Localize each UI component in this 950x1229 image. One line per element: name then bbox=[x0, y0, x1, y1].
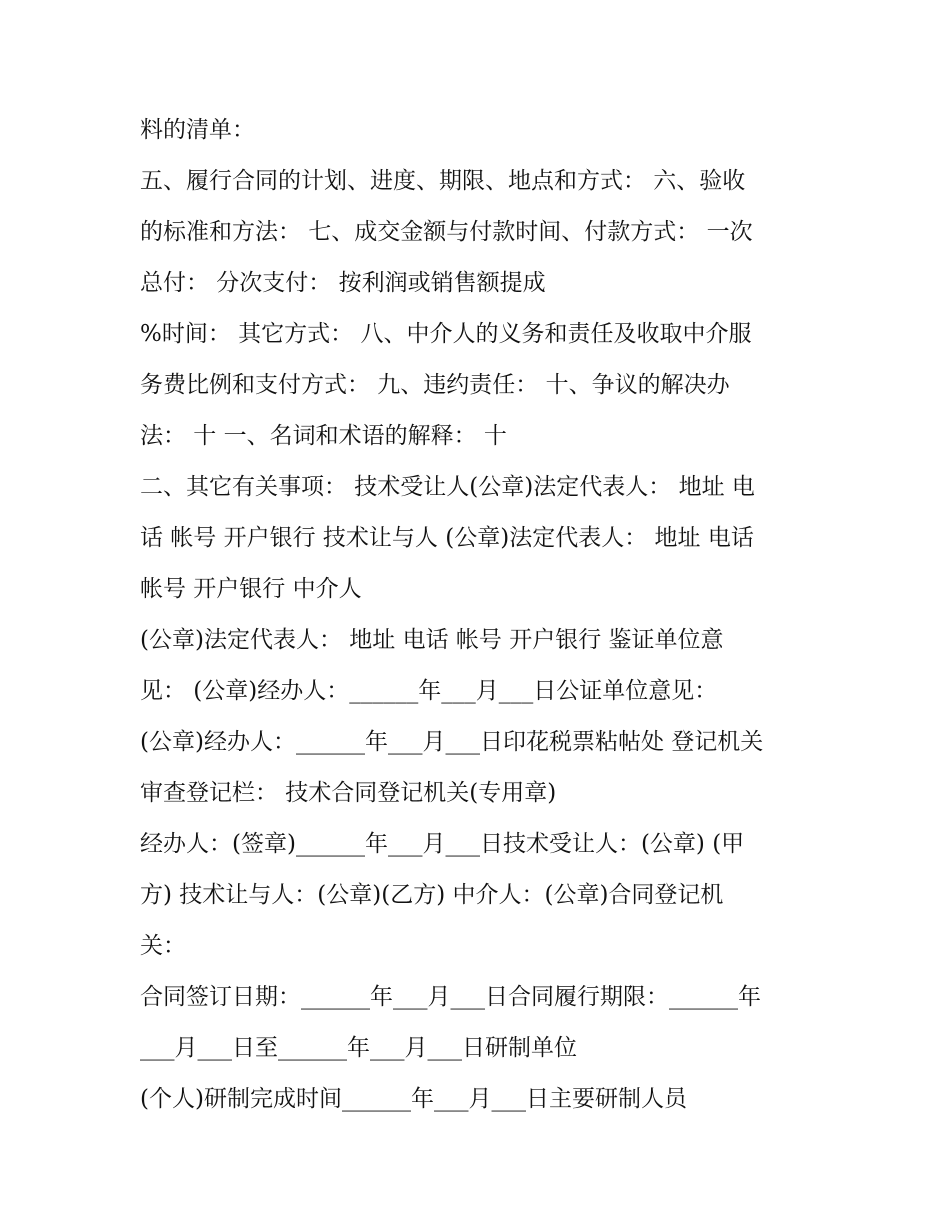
contract-text bbox=[140, 105, 820, 1125]
text-line: (个人)研制完成时间______年___月___日主要研制人员 bbox=[140, 1086, 687, 1112]
text-line: 合同签订日期：______年___月___日合同履行期限：______年 bbox=[140, 984, 761, 1010]
text-line: 二、其它有关事项： 技术受让人(公章)法定代表人： 地址 电 bbox=[140, 474, 755, 500]
text-line: 见： (公章)经办人：______年___月___日公证单位意见： bbox=[140, 678, 718, 704]
text-line: 务费比例和支付方式： 九、违约责任： 十、争议的解决办 bbox=[140, 372, 730, 398]
text-line: 方) 技术让与人：(公章)(乙方) 中介人：(公章)合同登记机 bbox=[140, 882, 724, 908]
text-line: %时间： 其它方式： 八、中介人的义务和责任及收取中介服 bbox=[140, 321, 752, 347]
text-line: 料的清单： bbox=[140, 117, 255, 143]
text-line: 五、履行合同的计划、进度、期限、地点和方式： 六、验收 bbox=[140, 168, 746, 194]
text-line: 法： 十 一、名词和术语的解释： 十 bbox=[140, 423, 507, 449]
text-line: 的标准和方法： 七、成交金额与付款时间、付款方式： 一次 bbox=[140, 219, 753, 245]
text-line: 帐号 开户银行 中介人 bbox=[140, 576, 362, 602]
text-line: 审查登记栏： 技术合同登记机关(专用章) bbox=[140, 780, 557, 806]
text-line: 话 帐号 开户银行 技术让与人 (公章)法定代表人： 地址 电话 bbox=[140, 525, 754, 551]
text-line: ___月___日至______年___月___日研制单位 bbox=[140, 1035, 577, 1061]
text-line: 经办人：(签章)______年___月___日技术受让人：(公章) (甲 bbox=[140, 831, 745, 857]
text-line: 关： bbox=[140, 933, 186, 959]
text-line: 总付： 分次支付： 按利润或销售额提成 bbox=[140, 270, 546, 296]
text-line: (公章)经办人：______年___月___日印花税票粘帖处 登记机关 bbox=[140, 729, 764, 755]
text-line: (公章)法定代表人： 地址 电话 帐号 开户银行 鉴证单位意 bbox=[140, 627, 724, 653]
